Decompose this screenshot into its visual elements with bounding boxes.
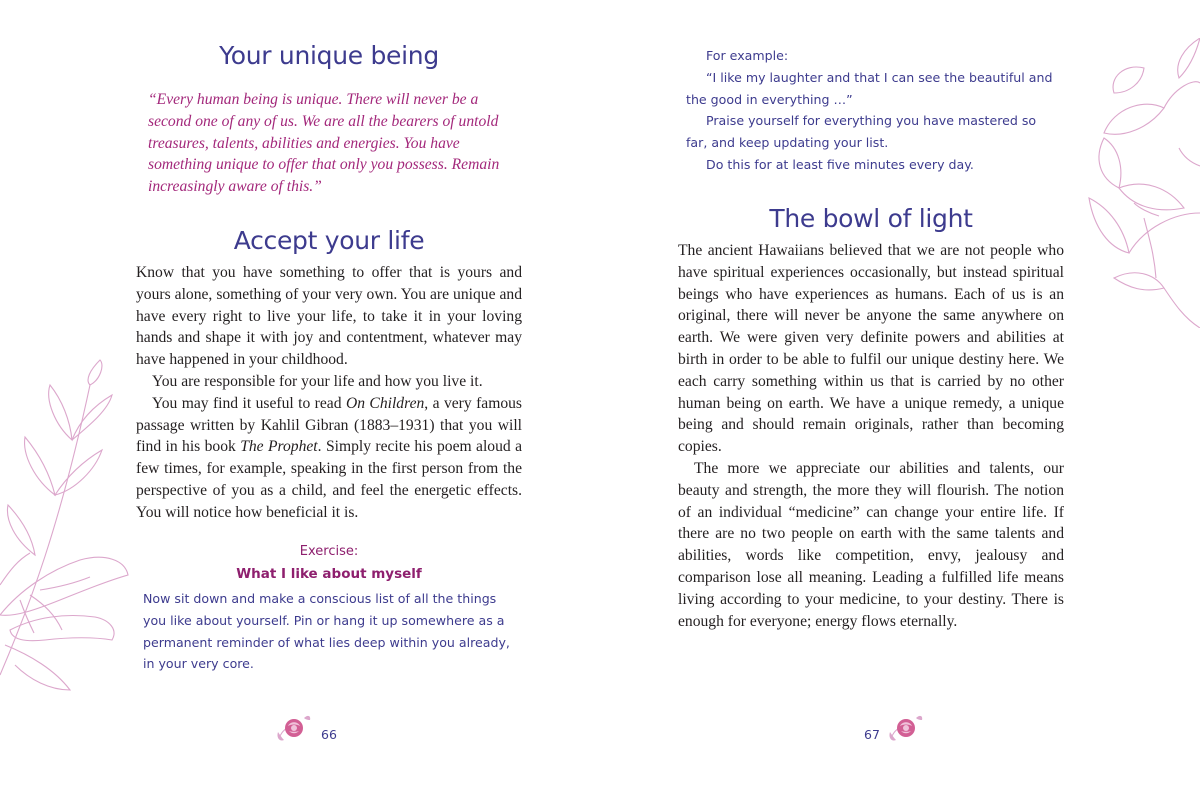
book-title-on-children: On Children [345, 394, 425, 412]
exercise-text [143, 588, 515, 675]
exercise-title: What I like about myself [236, 566, 422, 582]
paragraph: The more we appreciate our abilities and talents, our beauty and strength, the more they will flourish. The notion of an individual “medicine” can change your entire life. If there are no two people on earth with the same talents and abilities, words like competition, envy, jealousy and comparison lose all meaning. Leading a fulfilled life means living according to your medicine, to your destiny. There is enough for everyone; energy flows eternally. [678, 459, 1064, 630]
example-quote: “I like my laughter and that I can see the beautiful and the good in everything …” [686, 69, 1053, 107]
heading-the-bowl-of-light: The bowl of light [769, 204, 973, 233]
page-number: 66 [321, 727, 337, 742]
paragraph-on-children [136, 393, 522, 524]
lily-illustration-right [1084, 38, 1200, 328]
lily-illustration-left [0, 355, 130, 700]
paragraph: Know that you have something to offer that is yours and yours alone, something of your very own. You are unique and have every right to live your life, to take it in your loving hands and shape it with joy and contentment, whatever may have happened in your childhood. [136, 264, 522, 369]
paragraph: You are responsible for your life and how you live it. [152, 372, 483, 390]
example-label: For example: [706, 48, 789, 63]
rose-ornament-icon [886, 708, 926, 748]
heading-your-unique-being: Your unique being [219, 41, 439, 70]
heading-accept-your-life: Accept your life [233, 226, 425, 255]
text-span: , a very famous passage written by Kahlil Gibran (1883–1931) that you will find in his book [136, 394, 522, 456]
exercise-label: Exercise: [299, 544, 359, 559]
paragraph: The ancient Hawaiians believed that we are not people who have spiritual experiences occasionally, but instead spiritual beings who have experiences as humans. Each of us is an original, there will never be anyone the same anywhere on earth. We were given very definite powers and abilities at birth in order to be able to fulfil our unique destiny here. We each carry something within us that is carried by no other human being on earth. We have a unique remedy, a unique being and should remain originals, rather than becoming copies. [678, 242, 1064, 456]
text-span: You may find it useful to read [152, 394, 346, 412]
bowl-of-light-body [678, 240, 1064, 632]
praise-text: Praise yourself for everything you have mastered so far, and keep updating your list. [686, 113, 1037, 151]
rose-ornament-icon [274, 708, 314, 748]
page-number: 67 [864, 727, 880, 742]
exercise-instructions: Now sit down and make a conscious list of all the things you like about yourself. Pin or hang it up somewhere as a permanent reminder of what lies deep within you already, in your very core. [143, 591, 510, 672]
quote-every-human-being: “Every human being is unique. There will never be a second one of any of us. We are all the bearers of untold treasures, talents, abilities and energies. You have something unique to offer that only you possess. Remain increasingly aware of this.” [148, 91, 500, 196]
right-page [600, 0, 1200, 785]
example-block [686, 45, 1058, 176]
daily-text: Do this for at least five minutes every day. [706, 156, 974, 172]
book-title-the-prophet: The Prophet [240, 438, 318, 456]
accept-your-life-body [136, 262, 522, 524]
text-span: . Simply recite his poem aloud a few times, for example, speaking in the first person from the perspective of you as a child, and feel the energetic effects. You will notice how beneficial it is. [136, 438, 522, 521]
